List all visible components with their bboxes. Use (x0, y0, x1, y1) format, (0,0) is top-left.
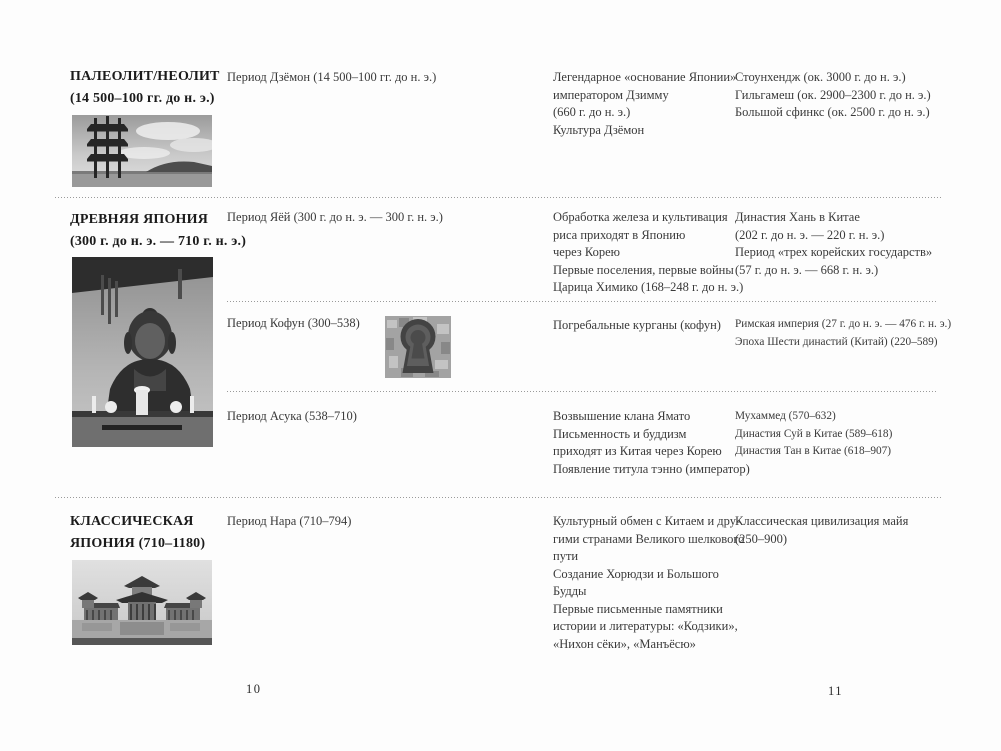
text-line: (202 г. до н. э. — 220 г. н. э.) (735, 227, 885, 242)
buddha-statue-photo (72, 257, 213, 447)
text-line: Династия Хань в Китае (735, 210, 860, 224)
row-divider (227, 301, 936, 303)
world-events-kofun (735, 316, 951, 351)
era-subtitle: (14 500–100 гг. до н. э.) (70, 91, 215, 106)
text-line: Стоунхендж (ок. 3000 г. до н. э.) (735, 70, 906, 84)
text-line: Династия Суй в Китае (589–618) (735, 427, 893, 440)
text-line: (660 г. до н. э.) (553, 105, 631, 119)
world-events-asuka (735, 408, 892, 461)
text-line: Большой сфинкс (ок. 2500 г. до н. э.) (735, 105, 930, 119)
text-line: Царица Химико (168–248 г. до н. э.) (553, 280, 744, 294)
text-line: истории и литературы: «Кодзики», (553, 619, 738, 633)
world-events-nara (735, 513, 908, 548)
text-line: Создание Хорюдзи и Большого (553, 566, 719, 581)
text-line: пути (553, 549, 579, 563)
era-title: КЛАССИЧЕСКАЯ (70, 514, 194, 529)
era-heading-classical (70, 511, 240, 555)
page-number-right: 11 (828, 684, 844, 698)
text-line: Мухаммед (570–632) (735, 410, 836, 422)
japan-events-nara (553, 513, 744, 653)
text-line: Появление титула тэнно (император) (553, 461, 750, 476)
world-events-yayoi (735, 209, 932, 279)
text-line: Первые поселения, первые войны (553, 262, 734, 277)
text-line: (57 г. до н. э. — 668 г. н. э.) (735, 262, 879, 277)
kofun-tomb-aerial-photo (385, 316, 451, 378)
world-events-jomon (735, 69, 931, 122)
japan-events-yayoi (553, 209, 743, 297)
japan-events-jomon (553, 69, 736, 139)
row-divider (227, 391, 936, 393)
period-asuka: Период Асука (538–710) (227, 409, 357, 423)
text-line: «Нихон сёки», «Манъёсю» (553, 636, 696, 651)
page-number-left: 10 (246, 682, 262, 696)
japan-events-kofun (553, 317, 721, 335)
jomon-site-tower-photo (72, 115, 212, 187)
text-line: приходят из Китая через Корею (553, 444, 722, 458)
text-line: (250–900) (735, 531, 788, 546)
era-heading-paleolithic (70, 66, 240, 110)
text-line: Легендарное «основание Японии» (553, 70, 737, 84)
text-line: императором Дзимму (553, 87, 669, 102)
text-line: Будды (553, 584, 587, 598)
text-line: Письменность и буддизм (553, 426, 687, 441)
section-divider (55, 497, 941, 499)
period-nara: Период Нара (710–794) (227, 514, 352, 528)
text-line: Эпоха Шести династий (Китай) (220–589) (735, 335, 938, 348)
text-line: Первые письменные памятники (553, 601, 723, 616)
period-yayoi: Период Яёй (300 г. до н. э. — 300 г. н. э.) (227, 210, 443, 224)
era-subtitle: (300 г. до н. э. — 710 г. н. э.) (70, 234, 247, 249)
text-line: Период «трех корейских государств» (735, 245, 933, 259)
text-line: Династия Тан в Китае (618–907) (735, 445, 892, 457)
era-title: ПАЛЕОЛИТ/НЕОЛИТ (70, 69, 220, 84)
section-divider (55, 197, 941, 199)
era-title: ДРЕВНЯЯ ЯПОНИЯ (70, 212, 209, 227)
period-jomon: Период Дзёмон (14 500–100 гг. до н. э.) (227, 70, 437, 84)
period-kofun: Период Кофун (300–538) (227, 316, 360, 330)
byodoin-temple-photo (72, 560, 212, 645)
text-line: Возвышение клана Ямато (553, 409, 691, 423)
text-line: Гильгамеш (ок. 2900–2300 г. до н. э.) (735, 87, 931, 102)
text-line: через Корею (553, 245, 620, 259)
text-line: Погребальные курганы (кофун) (553, 318, 721, 332)
text-line: Культура Дзёмон (553, 122, 645, 137)
text-line: Классическая цивилизация майя (735, 514, 909, 528)
era-heading-ancient (70, 209, 247, 253)
text-line: риса приходят в Японию (553, 227, 686, 242)
japan-events-asuka (553, 408, 750, 478)
text-line: Культурный обмен с Китаем и дру- (553, 514, 741, 528)
text-line: Римская империя (27 г. до н. э. — 476 г. н. э.) (735, 318, 952, 330)
text-line: Обработка железа и культивация (553, 210, 728, 224)
text-line: гими странами Великого шелкового (553, 531, 745, 546)
era-subtitle: ЯПОНИЯ (710–1180) (70, 536, 206, 551)
